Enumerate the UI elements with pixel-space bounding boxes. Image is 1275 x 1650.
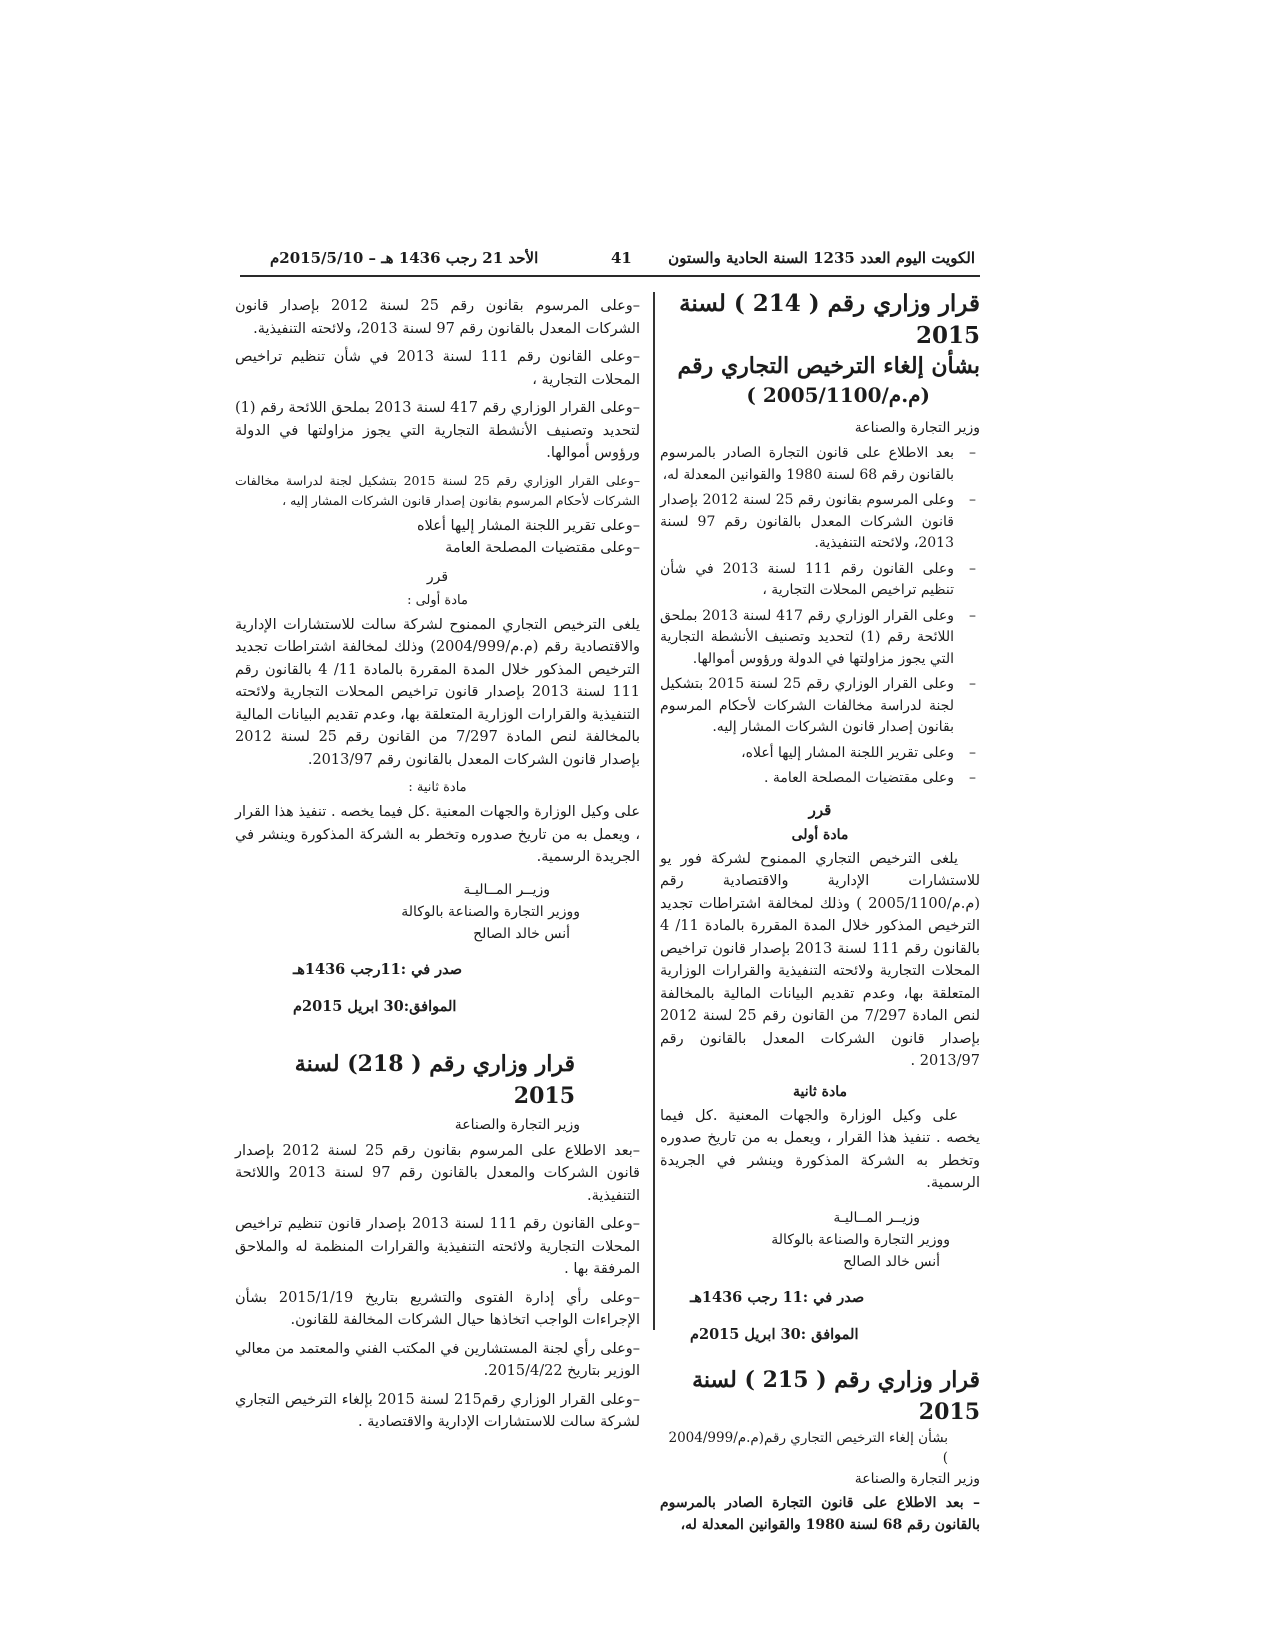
preamble-item: – وعلى القرار الوزاري رقم 417 لسنة 2013 بملحق اللائحة رقم (1) لتحديد وتصنيف الأنشطة التجارية التي يجوز مزاولتها في الدولة ورؤوس أموالها. [660,606,980,671]
decision-214-title: قرار وزاري رقم ( 214 ) لسنة 2015 [679,290,980,349]
header-divider [240,275,980,277]
publication-issue: الكويت اليوم العدد 1235 السنة الحادية والستون [668,249,975,267]
decision-215-subtitle: بشأن إلغاء الترخيص التجاري رقم(م.م/2004/999 ) [668,1429,948,1466]
preamble-item: – وعلى المرسوم بقانون رقم 25 لسنة 2012 بإصدار قانون الشركات المعدل بالقانون رقم 97 لسنة 2013، ولائحته التنفيذية. [660,490,980,555]
decision-218-title: قرار وزاري رقم ( 218) لسنة 2015 [294,1050,575,1109]
signatory-acting: ووزير التجارة والصناعة بالوكالة [771,1231,950,1248]
decision-215-corresponding: الموافق:30 ابريل 2015م [293,997,457,1015]
decision-215-authority: وزير التجارة والصناعة [854,1470,980,1487]
signatory-name: أنس خالد الصالح [843,1253,940,1270]
decision-215-article1-heading: مادة أولى : [407,592,468,608]
decision-215-signature [235,879,580,945]
signatory-name: أنس خالد الصالح [473,925,570,942]
signatory-title: وزيــر المــاليـة [833,1209,920,1226]
signatory-acting: ووزير التجارة والصناعة بالوكالة [401,903,580,920]
signatory-title: وزيــر المــاليـة [463,881,550,898]
decision-215-cont-preamble: –وعلى القرار الوزاري رقم 417 لسنة 2013 بملحق اللائحة رقم (1) لتحديد وتصنيف الأنشطة التجارية التي يجوز مزاولتها في الدولة ورؤوس أموالها. [235,400,640,461]
column-divider [653,292,655,1330]
decision-215-final-preamble: –وعلى مقتضيات المصلحة العامة [445,540,640,556]
right-column [660,288,980,1545]
decision-214-article2-heading: مادة ثانية [793,1083,847,1100]
decision-215-issued: صدر في :11رجب 1436هـ [293,961,463,978]
decision-214-article1-heading: مادة أولى [791,826,849,843]
issue-date: الأحد 21 رجب 1436 هـ – 2015/5/10م [270,249,539,267]
page-number: 41 [611,249,632,267]
preamble-item: – وعلى القانون رقم 111 لسنة 2013 في شأن تنظيم تراخيص المحلات التجارية ، [660,559,980,602]
decision-218-preamble: –وعلى رأي إدارة الفتوى والتشريع بتاريخ 2015/1/19 بشأن الإجراءات الواجب اتخاذها حيال الشركات المخالفة للقانون. [235,1289,640,1328]
page-header [270,249,975,275]
decision-215-article1-text: يلغى الترخيص التجاري الممنوح لشركة سالت للاستشارات الإدارية والاقتصادية رقم (م.م/2004/999) وذلك لمخالفة اشتراطات تجديد الترخيص المذكور خلال المدة المقررة بالمادة 11/ 4 بالقانون رقم 111 لسنة 2013 بإصدار قانون تراخيص المحلات التجارية ولائحته التنفيذية والقرارات الوزارية المتعلقة بها، وعدم تقديم البيانات المالية بالمخالفة لنص المادة 7/297 من القانون رقم 25 لسنة 2012 بإصدار قانون الشركات المعدل بالقانون رقم 2013/97. [235,616,640,768]
decision-215-cont-preamble: –وعلى المرسوم بقانون رقم 25 لسنة 2012 بإصدار قانون الشركات المعدل بالقانون رقم 97 لسنة 2013، ولائحته التنفيذية. [235,298,640,337]
left-column [235,295,640,1440]
decision-218-preamble: –وعلى القرار الوزاري رقم215 لسنة 2015 بإلغاء الترخيص التجاري لشركة سالت للاستشارات الإدارية والاقتصادية . [235,1391,640,1430]
decision-218-authority: وزير التجارة والصناعة [454,1116,580,1133]
decision-214-corresponding: الموافق :30 ابريل 2015م [690,1325,859,1343]
decision-214-decided: قرر [808,800,832,819]
decision-218-preamble: –بعد الاطلاع على المرسوم بقانون رقم 25 لسنة 2012 بإصدار قانون الشركات والمعدل بالقانون رقم 97 لسنة 2013 واللائحة التنفيذية. [235,1142,640,1204]
decision-215-article2-heading: مادة ثانية : [408,780,467,795]
decision-214-subtitle: بشأن إلغاء الترخيص التجاري رقم [677,353,980,379]
preamble-item: – وعلى مقتضيات المصلحة العامة . [660,768,980,790]
preamble-item: – بعد الاطلاع على قانون التجارة الصادر بالمرسوم بالقانون رقم 68 لسنة 1980 والقوانين المعدلة له، [660,443,980,486]
decision-215-article2-text: على وكيل الوزارة والجهات المعنية .كل فيما يخصه . تنفيذ هذا القرار ، ويعمل به من تاريخ صدوره وتخطر به الشركة المذكورة وينشر في الجريدة الرسمية. [235,804,640,865]
decision-214-article2-text: على وكيل الوزارة والجهات المعنية .كل فيما يخصه . تنفيذ هذا القرار ، ويعمل به من تاريخ صدوره وتخطر به الشركة المذكورة وينشر في الجريدة الرسمية. [660,1107,980,1191]
decision-214-ref: (م.م/2005/1100 ) [746,383,930,407]
decision-215-decided: قرر [426,568,449,585]
decision-214-preambles [660,443,980,790]
decision-214-article1-text: يلغى الترخيص التجاري الممنوح لشركة فور يو للاستشارات الإدارية والاقتصادية رقم (م.م/2005/1100 ) وذلك لمخالفة اشتراطات تجديد الترخيص المذكور خلال المدة المقررة بالمادة 11/ 4 بالقانون رقم 111 لسنة 2013 بإصدار قانون تراخيص المحلات التجارية ولائحته التنفيذية والقرارات الوزارية المتعلقة بها، وعدم تقديم البيانات المالية بالمخالفة لنص المادة 7/297 من القانون رقم 25 لسنة 2012 بإصدار قانون الشركات المعدل بالقانون رقم 2013/97 . [660,850,981,1069]
decision-215-small-preamble: –وعلى القرار الوزاري رقم 25 لسنة 2015 بتشكيل لجنة لدراسة مخالفات الشركات لأحكام المرسوم بقانون إصدار قانون الشركات المشار إليه ، [235,472,641,508]
decision-218-preamble: –وعلى القانون رقم 111 لسنة 2013 بإصدار قانون تنظيم تراخيص المحلات التجارية ولائحته التنفيذية والقرارات المنظمة له والملاحق المرفقة بها . [235,1216,640,1277]
decision-214-authority: وزير التجارة والصناعة [854,420,980,436]
preamble-item: – وعلى تقرير اللجنة المشار إليها أعلاه، [660,743,980,765]
decision-215-title: قرار وزاري رقم ( 215 ) لسنة 2015 [692,1366,980,1425]
decision-215-preamble: – بعد الاطلاع على قانون التجارة الصادر بالمرسوم بالقانون رقم 68 لسنة 1980 والقوانين المعدلة له، [660,1494,981,1533]
preamble-item: – وعلى القرار الوزاري رقم 25 لسنة 2015 بتشكيل لجنة لدراسة مخالفات الشركات لأحكام المرسوم بقانون إصدار قانون الشركات المشار إليه. [660,674,980,739]
decision-215-final-preamble: –وعلى تقرير اللجنة المشار إليها أعلاه [416,517,640,534]
decision-214-issued: صدر في :11 رجب 1436هـ [690,1289,865,1306]
decision-218-preamble: –وعلى رأي لجنة المستشارين في المكتب الفني والمعتمد من معالي الوزير بتاريخ 2015/4/22. [235,1340,640,1379]
decision-214-signature [660,1207,950,1273]
decision-215-cont-preamble: –وعلى القانون رقم 111 لسنة 2013 في شأن تنظيم تراخيص المحلات التجارية ، [235,349,641,388]
